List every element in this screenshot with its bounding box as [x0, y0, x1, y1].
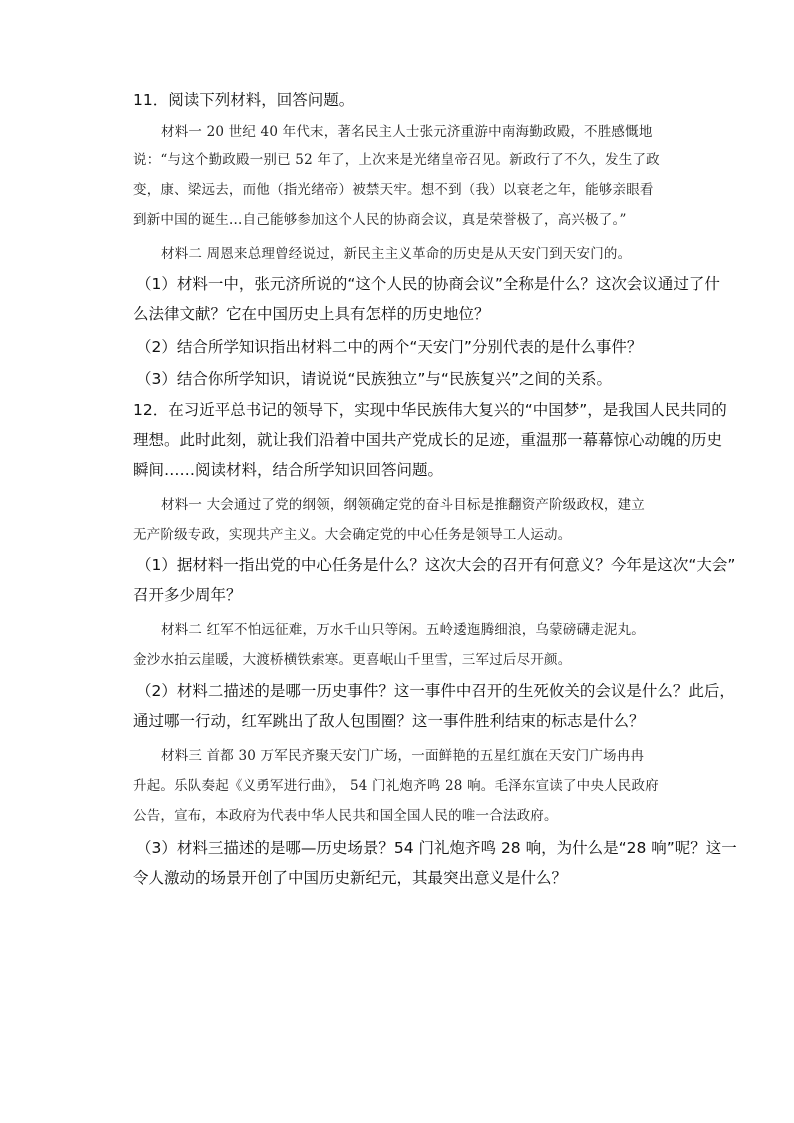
q11-material-1-line-3: 变，康、梁远去，而他（指光绪帝）被禁天牢。想不到（我）以衰老之年，能够亲眼看 — [133, 182, 654, 198]
question-12-title-line-1: 12．在习近平总书记的领导下，实现中华民族伟大复兴的“中国梦”，是我国人民共同的 — [133, 401, 727, 419]
q12-material-2-line-1: 材料二 红军不怕远征难，万水千山只等闲。五岭逶迤腾细浪，乌蒙磅礴走泥丸。 — [161, 622, 645, 638]
q12-sub-1-line-2: 召开多少周年？ — [133, 586, 242, 604]
question-12-title-line-2: 理想。此时此刻，就让我们沿着中国共产党成长的足迹，重温那一幕幕惊心动魄的历史 — [133, 431, 723, 449]
q12-sub-1-line-1: （1）据材料一指出党的中心任务是什么？这次大会的召开有何意义？今年是这次“大会” — [136, 556, 736, 574]
question-11-title: 11．阅读下列材料，回答问题。 — [133, 91, 355, 109]
q11-sub-3: （3）结合你所学知识，请说说“民族独立”与“民族复兴”之间的关系。 — [136, 370, 612, 388]
q11-sub-1-line-2: 么法律文献？它在中国历史上具有怎样的历史地位？ — [133, 305, 490, 323]
q12-sub-3-line-1: （3）材料三描述的是哪—历史场景？54 门礼炮齐鸣 28 响，为什么是“28 响”呢？这一 — [136, 839, 737, 857]
q11-material-1-line-2: 说：“与这个勤政殿一别已 52 年了，上次来是光绪皇帝召见。新政行了不久，发生了政 — [133, 152, 660, 168]
q11-sub-1-line-1: （1）材料一中，张元济所说的“这个人民的协商会议”全称是什么？这次会议通过了什 — [136, 275, 720, 293]
q12-sub-2-line-2: 通过哪一行动，红军跳出了敌人包围圈？这一事件胜利结束的标志是什么？ — [133, 712, 645, 730]
q11-material-1-line-4: 到新中国的诞生…自己能够参加这个人民的协商会议，真是荣誉极了，高兴极了。” — [133, 212, 627, 228]
q12-material-3-line-3: 公告，宣布，本政府为代表中华人民共和国全国人民的唯一合法政府。 — [133, 808, 558, 824]
q12-sub-2-line-1: （2）材料二描述的是哪一历史事件？这一事件中召开的生死攸关的会议是什么？此后， — [136, 682, 735, 700]
q12-material-1-line-2: 无产阶级专政，实现共产主义。大会确定党的中心任务是领导工人运动。 — [133, 527, 572, 543]
q12-material-1-line-1: 材料一 大会通过了党的纲领，纲领确定党的奋斗目标是推翻资产阶级政权，建立 — [161, 497, 645, 513]
q11-material-2: 材料二 周恩来总理曾经说过，新民主主义革命的历史是从天安门到天安门的。 — [161, 246, 632, 262]
q12-sub-3-line-2: 令人激动的场景开创了中国历史新纪元，其最突出意义是什么？ — [133, 869, 568, 887]
question-12-title-line-3: 瞬间……阅读材料，结合所学知识回答问题。 — [133, 461, 444, 479]
q12-material-2-line-2: 金沙水拍云崖暖，大渡桥横铁索寒。更喜岷山千里雪，三军过后尽开颜。 — [133, 652, 572, 668]
q12-material-3-line-1: 材料三 首都 30 万军民齐聚天安门广场，一面鲜艳的五星红旗在天安门广场冉冉 — [161, 748, 645, 764]
q12-material-3-line-2: 升起。乐队奏起《义勇军进行曲》， 54 门礼炮齐鸣 28 响。毛泽东宣读了中央人民政府 — [133, 778, 659, 794]
q11-sub-2: （2）结合所学知识指出材料二中的两个“天安门”分别代表的是什么事件？ — [136, 338, 643, 356]
q11-material-1-line-1: 材料一 20 世纪 40 年代末，著名民主人士张元济重游中南海勤政殿，不胜感慨地 — [161, 124, 653, 140]
